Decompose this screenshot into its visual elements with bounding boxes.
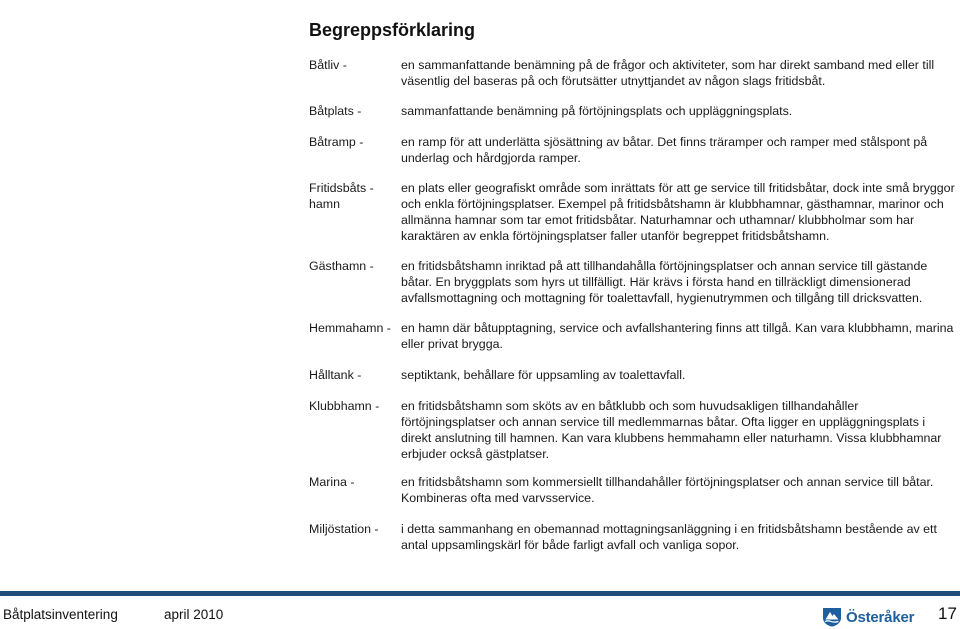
entry-definition: en fritidsbåtshamn inriktad på att tillhandahålla förtöjningsplatser och annan service till gästande båtar. En bryggplats som hyrs ut tillfälligt. Här krävs i första hand en tillräckligt dimensionerad avfallsmottagning och mottagning för toalettavfall, hygienutrymmen och tillgång till dricksvatten.	[401, 259, 928, 305]
entry-definition: en fritidsbåtshamn som kommersiellt tillhandahåller förtöjningsplatser och annan service till båtar. Kombineras ofta med varvsservice.	[401, 475, 934, 505]
entry-definition: septiktank, behållare för uppsamling av toalettavfall.	[401, 368, 686, 382]
entry-definition: en ramp för att underlätta sjösättning av båtar. Det finns träramper och ramper med stålspont på underlag och hårdgjorda ramper.	[401, 135, 928, 165]
entry-term: Hålltank -	[309, 368, 362, 382]
entry-term: Båtliv -	[309, 58, 347, 72]
entry-term: Klubbhamn -	[309, 399, 380, 413]
page-number: 17	[938, 604, 957, 623]
footer-document-title: Båtplatsinventering	[3, 607, 118, 622]
entry-definition: i detta sammanhang en obemannad mottagningsanläggning i en fritidsbåtshamn bestående av ett antal uppsamlingskärl för både farligt avfall och vanliga sopor.	[401, 522, 937, 552]
entry-term: Marina -	[309, 475, 355, 489]
entry-term: Hemmahamn -	[309, 321, 391, 335]
entry-term: Fritidsbåts - hamn	[309, 181, 374, 211]
entry-term: Båtplats -	[309, 104, 362, 118]
footer-divider	[0, 591, 960, 596]
entry-term: Båtramp -	[309, 135, 364, 149]
entry-definition: en hamn där båtupptagning, service och avfallshantering finns att tillgå. Kan vara klubbhamn, marina eller privat brygga.	[401, 321, 954, 351]
entry-definition: en plats eller geografiskt område som inrättats för att ge service till fritidsbåtar, dock inte små bryggor och enkla förtöjningsplatser. Exempel på fritidsbåtshamn är klubbhamnar, gästhamnar, marinor och allmänna hamnar som tar emot fritidsbåtar. Naturhamnar och uthamnar/ klubbholmar som har karaktären av enkla förtöjningsplatser faller utanför begreppet fritidsbåtshamn.	[401, 181, 955, 243]
logo	[822, 605, 914, 629]
entry-definition: en sammanfattande benämning på de frågor och aktiviteter, som har direkt samband med eller till väsentlig del baseras på och förutsätter utnyttjandet av någon slags fritidsbåt.	[401, 58, 935, 88]
page-title: Begreppsförklaring	[309, 20, 476, 40]
entry-term: Gästhamn -	[309, 259, 374, 273]
logo-text: Österåker	[846, 608, 915, 626]
footer-date: april 2010	[164, 607, 224, 622]
entry-term: Miljöstation -	[309, 522, 379, 536]
entry-definition: sammanfattande benämning på förtöjningsplats och uppläggningsplats.	[401, 104, 793, 118]
entry-definition: en fritidsbåtshamn som sköts av en båtklubb och som huvudsakligen tillhandahåller förtöjningsplatser och annan service till medlemmarnas båtar. Ofta ligger en uppläggningsplats i direkt anslutning till hamnen. Kan vara klubbens hemmahamn eller naturhamn. Vissa klubbhamnar erbjuder också gästplatser.	[401, 399, 942, 461]
shield-icon	[822, 607, 842, 627]
